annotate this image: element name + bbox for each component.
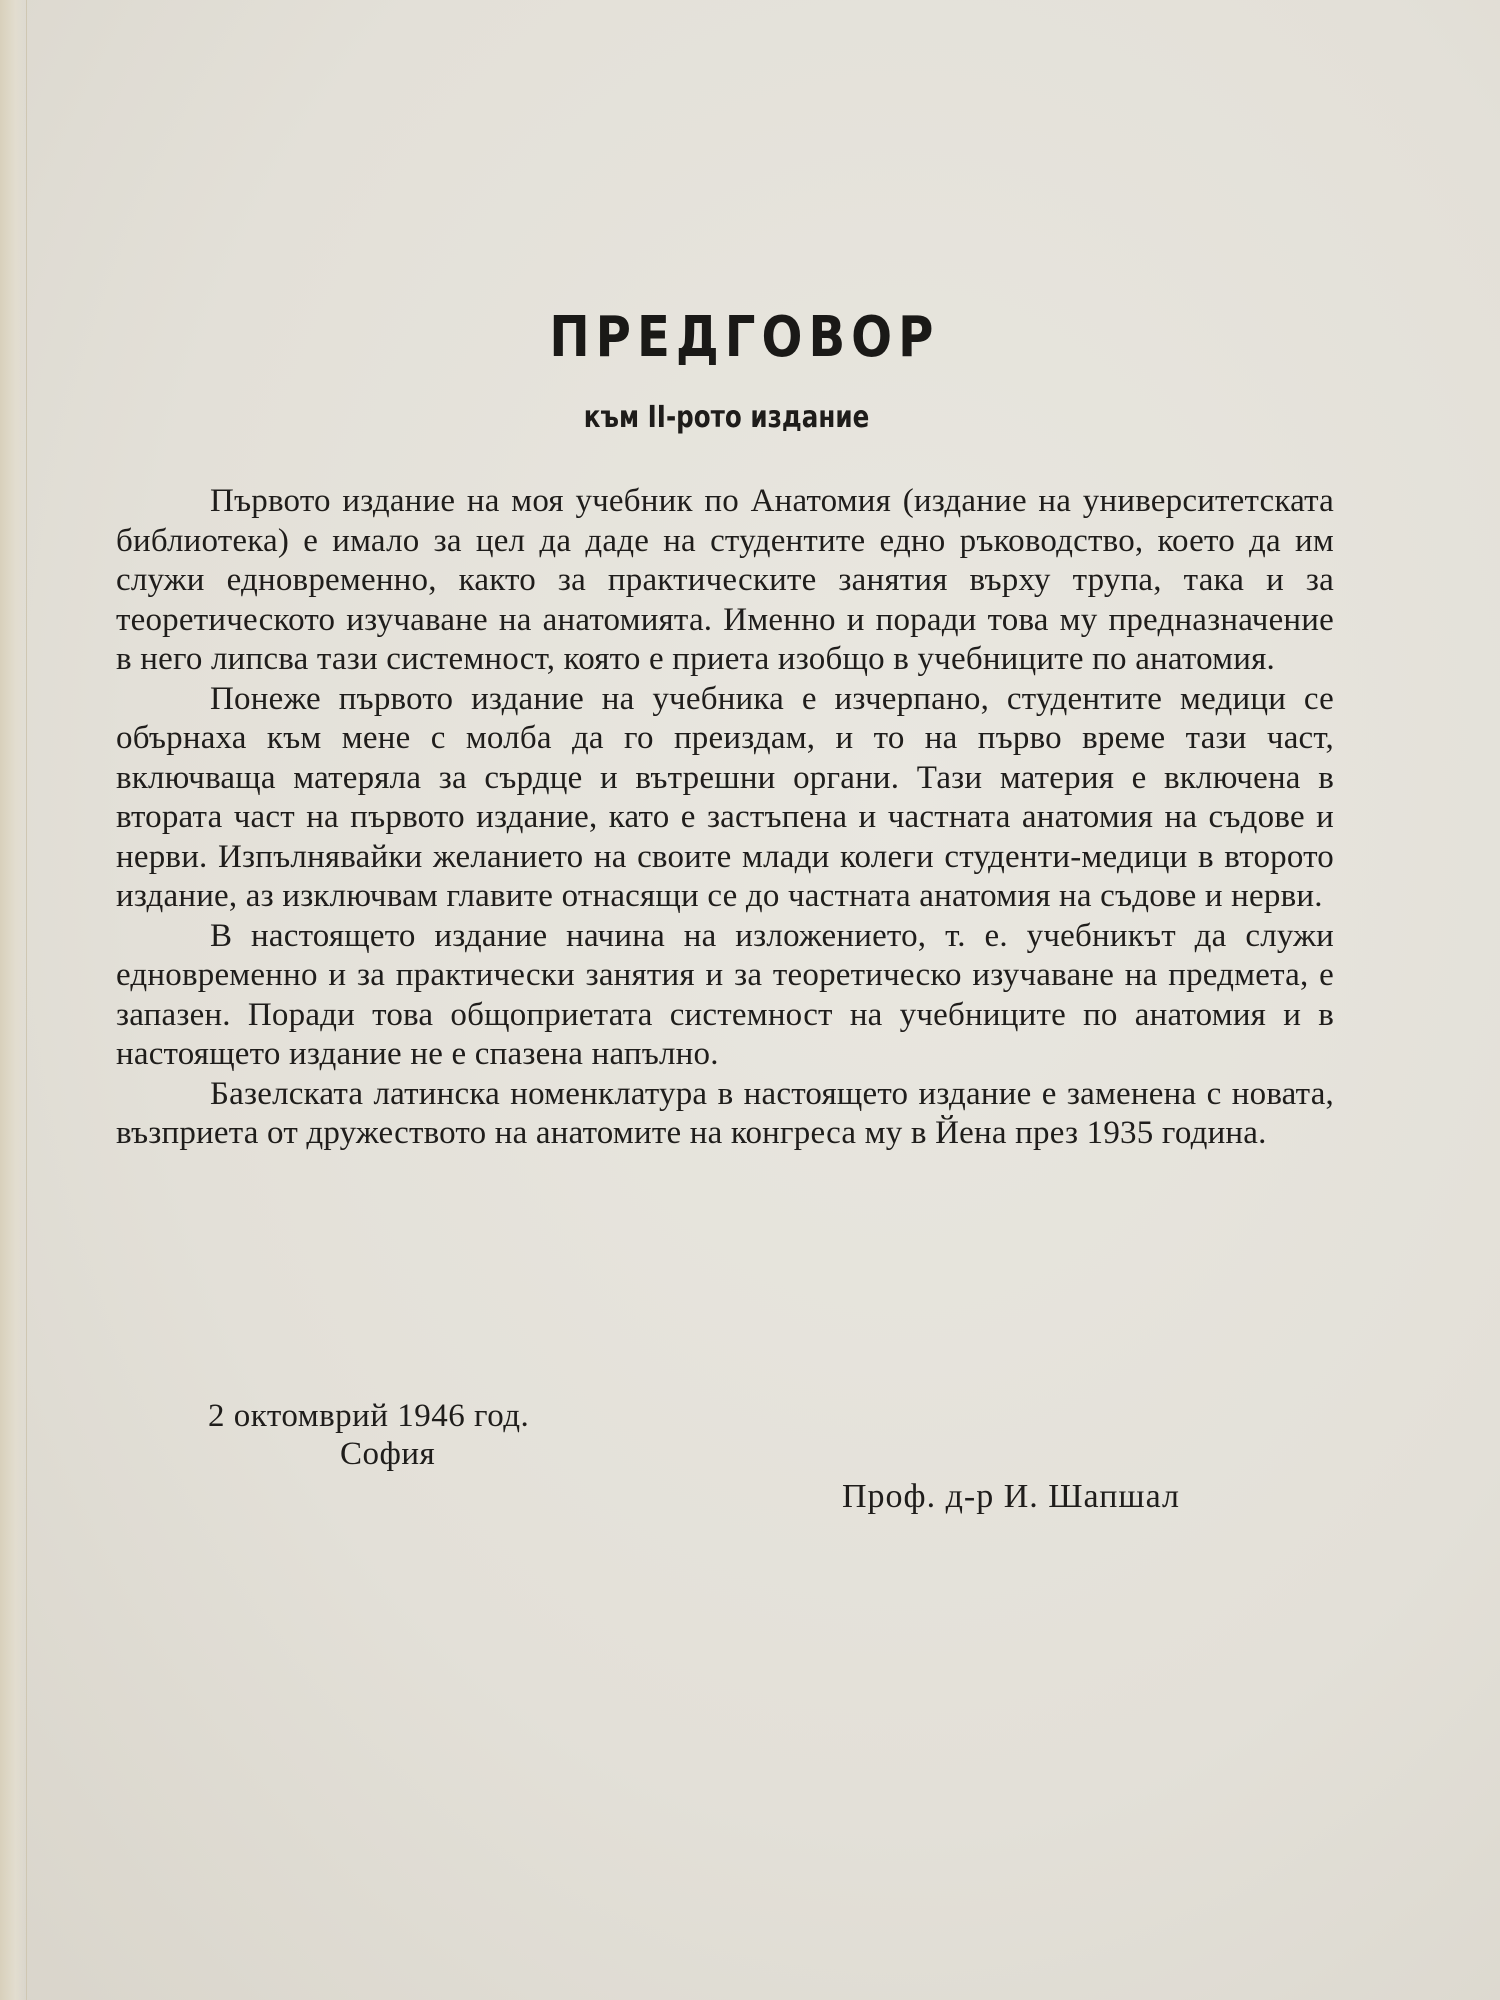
author-signature: Проф. д-р И. Шапшал bbox=[842, 1478, 1180, 1515]
page-binding-edge bbox=[0, 0, 27, 2000]
paragraph-2: Понеже първото издание на учебника е изчерпано, студентите медици се обърнаха към мене с молба да го преиздам, и то на първо време тази част, включваща матеряла за сърдце и вътрешни органи. Тази материя е включена в втората част на първото издание, като е застъпена и частната анатомия на съдове и нерви. Изпълнявайки желанието на своите млади колеги студенти-медици в второто издание, аз изключвам главите отнасящи се до частната анатомия на съдове и нерви. bbox=[116, 680, 1334, 914]
paragraph-4: Базелската латинска номенклатура в настоящето издание е заменена с новата, възприета от дружеството на анатомите на конгреса му в Йена през 1935 година. bbox=[116, 1075, 1334, 1151]
page-subtitle: към II-рото издание bbox=[583, 400, 870, 435]
date-line: 2 октомврий 1946 год. bbox=[208, 1398, 530, 1434]
city-line: София bbox=[340, 1436, 436, 1472]
page-title: ПРЕДГОВОР bbox=[549, 305, 940, 370]
preface-body bbox=[116, 482, 1334, 1154]
paragraph-3: В настоящето издание начина на изложението, т. е. учебникът да служи едновременно и за практически занятия и за теоретическо изучаване на предмета, е запазен. Поради това общоприетата системност на учебниците по анатомия и в настоящето издание не е спазена напълно. bbox=[116, 917, 1334, 1072]
paragraph-1: Първото издание на моя учебник по Анатомия (издание на университетската библиотека) е имало за цел да даде на студентите едно ръководство, което да им служи едновременно, както за практическите занятия върху трупа, така и за теоретическото изучаване на анатомията. Именно и поради това му предназначение в него липсва тази системност, която е приета изобщо в учебниците по анатомия. bbox=[116, 483, 1334, 677]
